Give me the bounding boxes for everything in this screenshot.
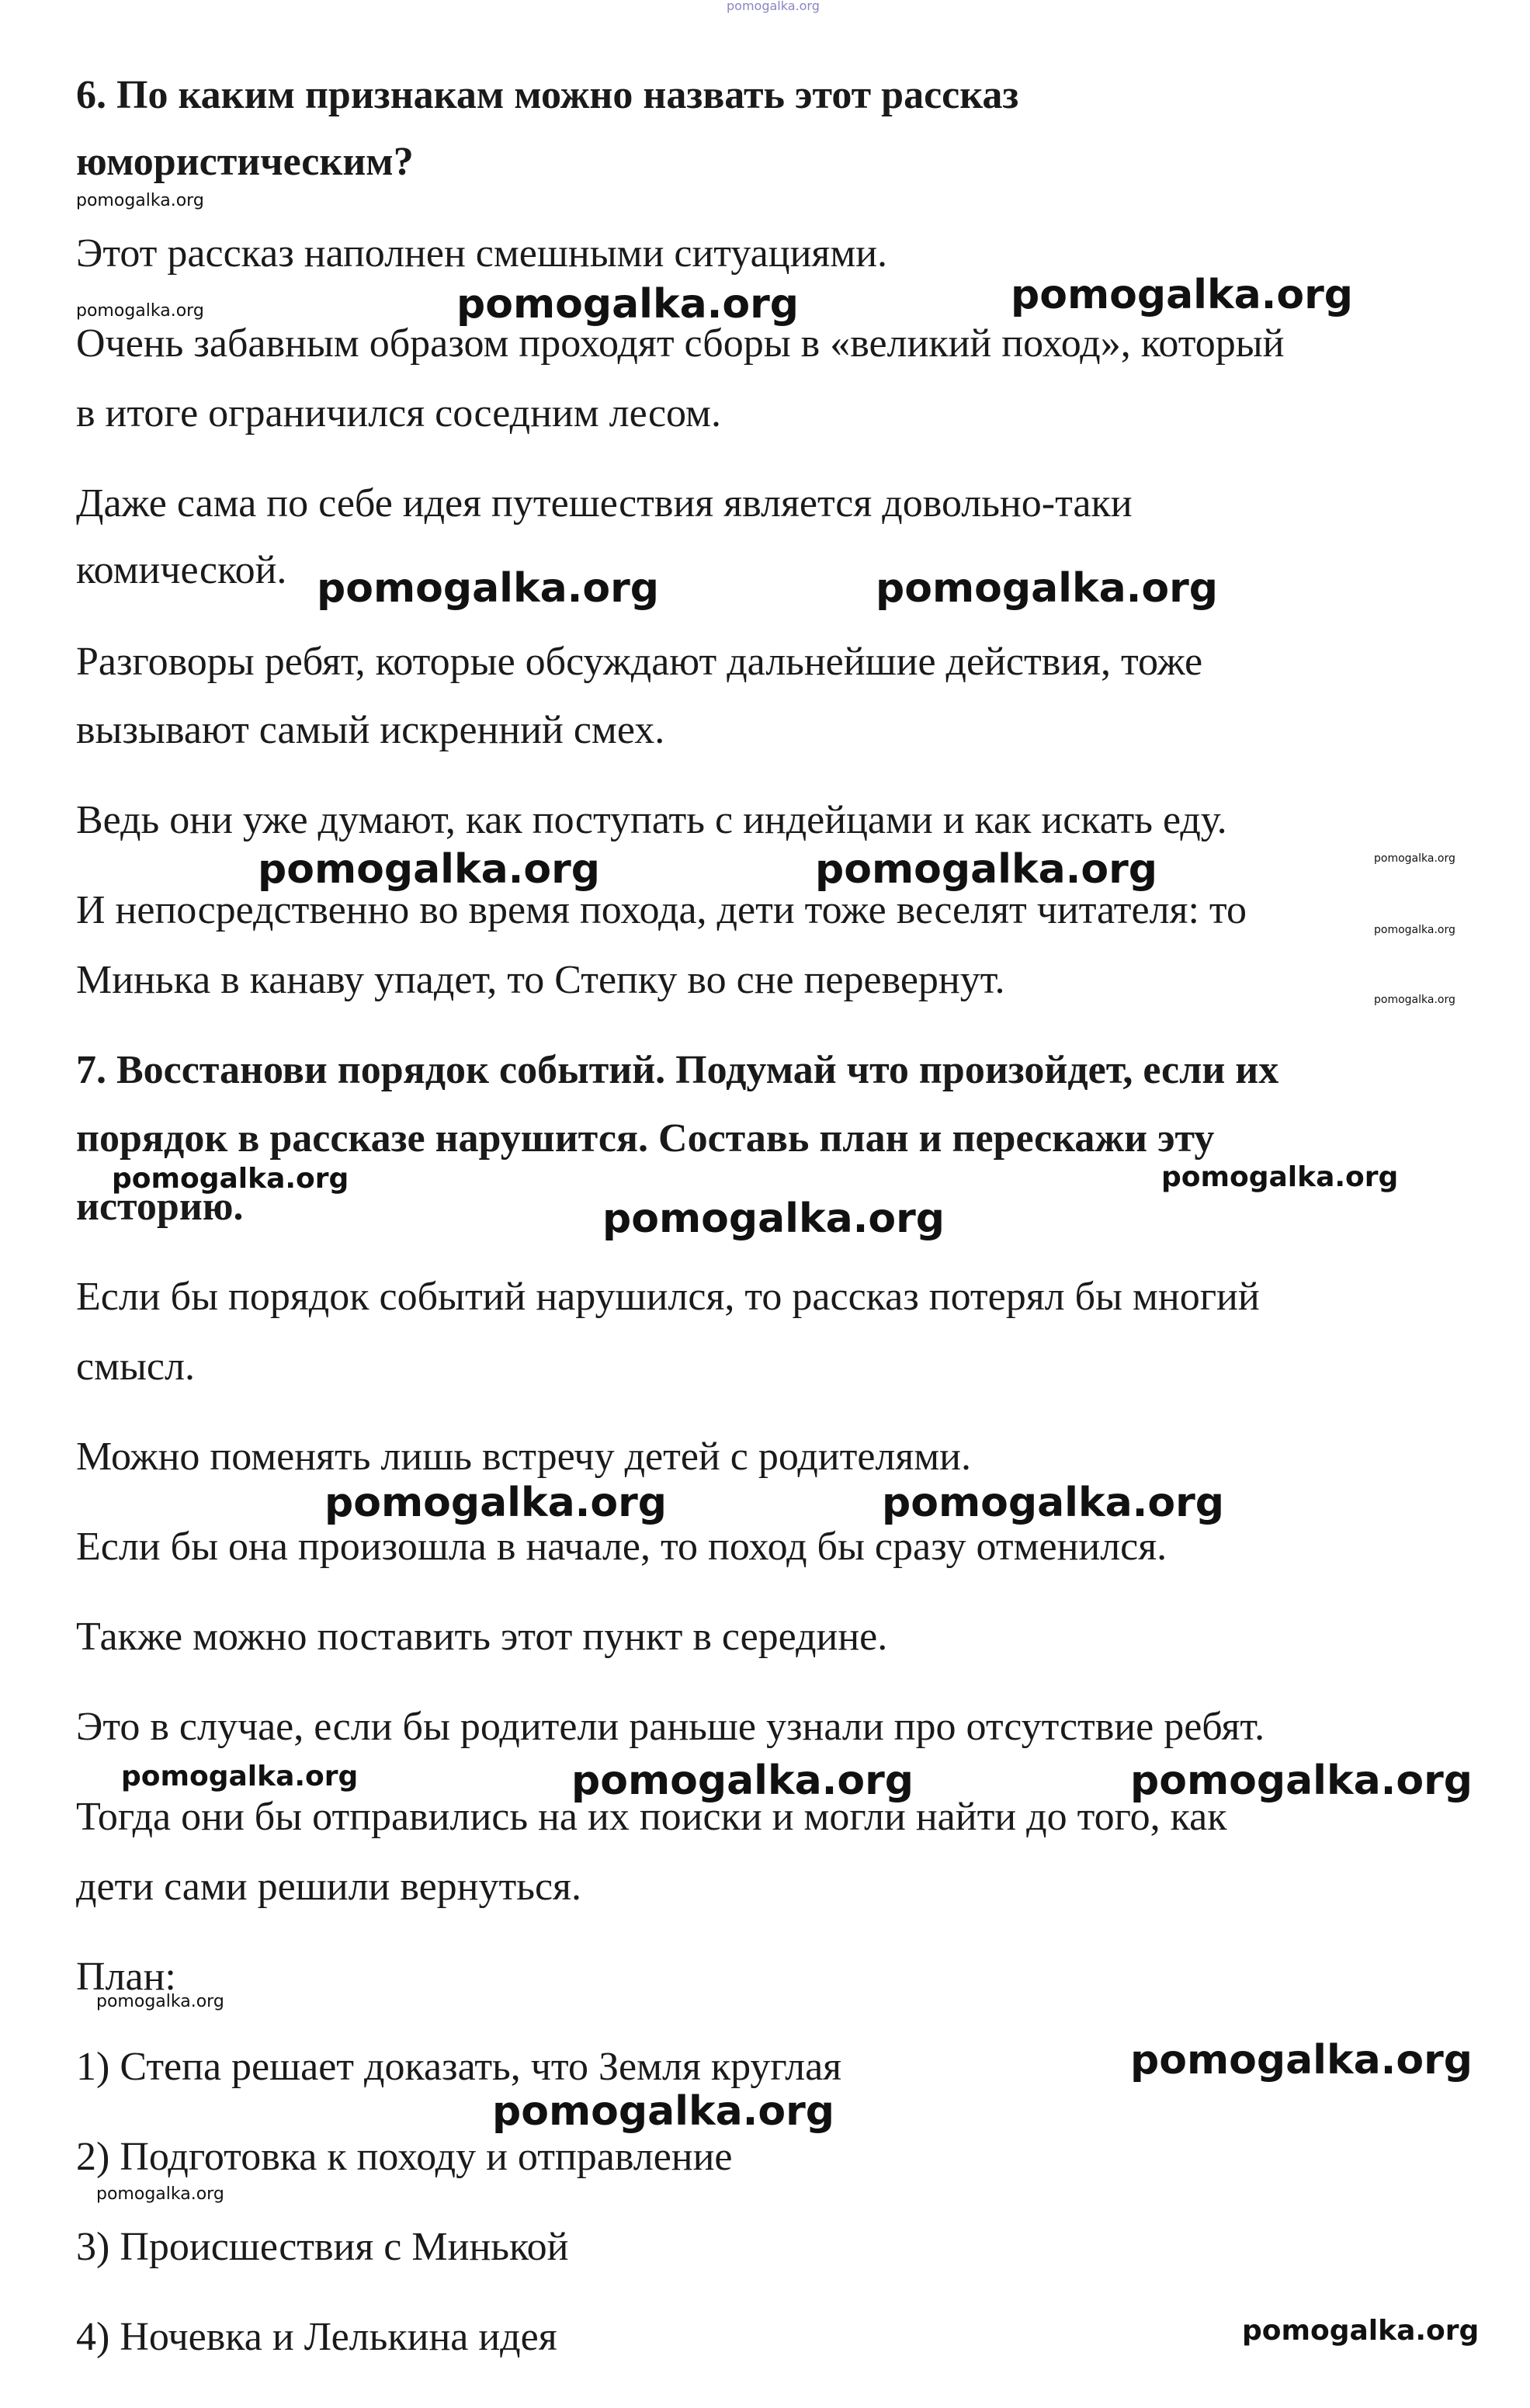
watermark: pomogalka.org (815, 846, 1158, 893)
paragraph-line: Очень забавным образом проходят сборы в «великий поход», который (76, 321, 1285, 366)
watermark: pomogalka.org (96, 1992, 224, 2011)
paragraph-line: Если бы она произошла в начале, то поход бы сразу отменился. (76, 1525, 1167, 1569)
watermark: pomogalka.org (876, 565, 1219, 612)
paragraph-line: Это в случае, если бы родители раньше узнали про отсутствие ребят. (76, 1705, 1265, 1749)
question-7-title-line1: 7. Восстанови порядок событий. Подумай что произойдет, если их (76, 1048, 1279, 1092)
question-7-title-line3: историю. (76, 1185, 244, 1229)
watermark: pomogalka.org (121, 1761, 359, 1792)
question-7-title-line2: порядок в рассказе нарушится. Составь план и перескажи эту (76, 1116, 1215, 1161)
paragraph-line: вызывают самый искренний смех. (76, 708, 665, 752)
paragraph-line: Этот рассказ наполнен смешными ситуациями. (76, 231, 888, 276)
watermark: pomogalka.org (258, 846, 601, 893)
paragraph-line: Также можно поставить этот пункт в середине. (76, 1615, 888, 1659)
paragraph-line: Можно поменять лишь встречу детей с родителями. (76, 1435, 972, 1479)
plan-item: 4) Ночевка и Лелькина идея (76, 2315, 557, 2359)
question-6-title-line2: юмористическим? (76, 140, 414, 184)
paragraph-line: в итоге ограничился соседним лесом. (76, 391, 721, 435)
paragraph-line: Минька в канаву упадет, то Степку во сне перевернут. (76, 958, 1005, 1002)
paragraph-line: Если бы порядок событий нарушился, то рассказ потерял бы многий (76, 1275, 1260, 1319)
paragraph-line: Даже сама по себе идея путешествия является довольно-таки (76, 481, 1133, 526)
watermark: pomogalka.org (1011, 272, 1354, 318)
plan-item: 1) Степа решает доказать, что Земля круглая (76, 2045, 842, 2089)
watermark: pomogalka.org (1374, 924, 1455, 936)
watermark: pomogalka.org (1374, 994, 1455, 1006)
paragraph-line: комической. (76, 548, 287, 592)
watermark: pomogalka.org (1161, 1161, 1399, 1193)
watermark: pomogalka.org (492, 2088, 835, 2135)
watermark: pomogalka.org (456, 281, 800, 328)
watermark: pomogalka.org (602, 1195, 945, 1242)
paragraph-line: смысл. (76, 1345, 195, 1389)
watermark: pomogalka.org (317, 565, 660, 612)
watermark: pomogalka.org (76, 301, 204, 321)
watermark: pomogalka.org (324, 1480, 668, 1526)
header-watermark: pomogalka.org (727, 0, 820, 13)
watermark: pomogalka.org (1242, 2315, 1480, 2347)
watermark: pomogalka.org (1374, 852, 1455, 865)
paragraph-line: дети сами решили вернуться. (76, 1865, 581, 1909)
plan-item: 3) Происшествия с Минькой (76, 2225, 569, 2269)
paragraph-line: Тогда они бы отправились на их поиски и могли найти до того, как (76, 1795, 1227, 1839)
watermark: pomogalka.org (882, 1480, 1225, 1526)
watermark: pomogalka.org (1130, 1757, 1473, 1804)
paragraph-line: Ведь они уже думают, как поступать с индейцами и как искать еду. (76, 798, 1227, 842)
paragraph-line: И непосредственно во время похода, дети тоже веселят читателя: то (76, 888, 1247, 932)
plan-label: План: (76, 1955, 176, 1999)
paragraph-line: Разговоры ребят, которые обсуждают дальнейшие действия, тоже (76, 640, 1203, 684)
plan-item: 2) Подготовка к походу и отправление (76, 2135, 733, 2179)
watermark: pomogalka.org (571, 1757, 914, 1804)
watermark: pomogalka.org (1130, 2037, 1473, 2084)
watermark: pomogalka.org (112, 1163, 349, 1195)
watermark: pomogalka.org (96, 2184, 224, 2204)
question-6-title-line1: 6. По каким признакам можно назвать этот рассказ (76, 73, 1019, 117)
watermark: pomogalka.org (76, 191, 204, 210)
